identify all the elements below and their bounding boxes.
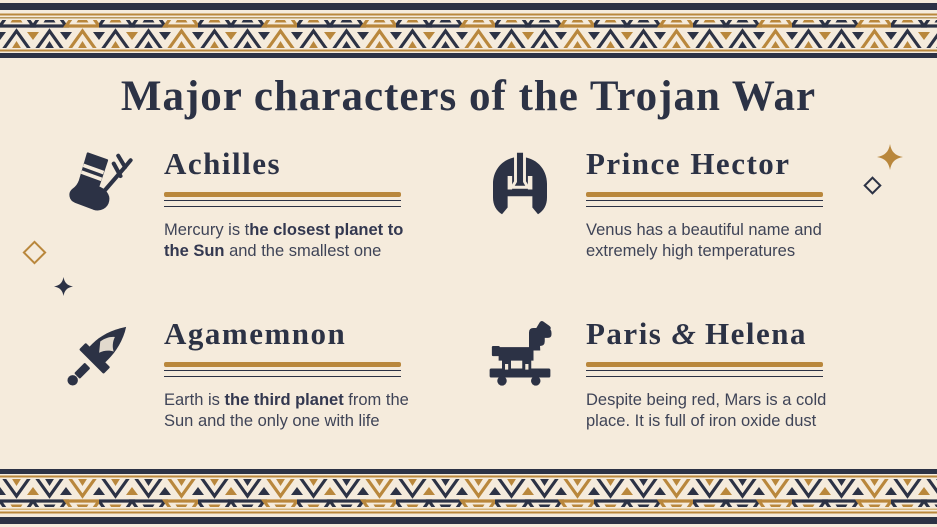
trojan-horse-icon <box>484 319 556 391</box>
card-achilles-text <box>164 220 432 264</box>
card-achilles <box>62 146 432 263</box>
divider-gold-bar <box>164 192 401 197</box>
card-agamemnon <box>62 316 432 433</box>
heading-text: Helena <box>695 316 807 351</box>
gold-divider <box>164 362 401 377</box>
heading-text: Agamemnon <box>164 316 347 351</box>
heading-text: Achilles <box>164 146 282 181</box>
card-agamemnon-heading <box>164 316 432 352</box>
achilles-heel-arrow-icon <box>62 149 134 221</box>
heading-text: Prince Hector <box>586 146 791 181</box>
card-paris-helena-content <box>586 316 854 433</box>
tribal-border-bottom-icon <box>0 469 937 527</box>
divider-double-line <box>164 370 401 377</box>
card-prince-hector <box>484 146 854 263</box>
divider-gold-bar <box>164 362 401 367</box>
body-text: Despite being red, Mars is a cold place. It is full of iron oxide dust <box>586 390 827 431</box>
gold-divider <box>164 192 401 207</box>
heading-text: Paris <box>586 316 672 351</box>
gold-sparkle-star-icon <box>877 144 903 170</box>
divider-gold-bar <box>586 362 823 367</box>
dark-sparkle-star-icon <box>54 277 73 296</box>
heading-ampersand: & <box>671 316 696 351</box>
card-achilles-content <box>164 146 432 263</box>
card-paris-helena-heading <box>586 316 854 352</box>
body-text: Mercury is t <box>164 220 250 239</box>
card-agamemnon-text <box>164 390 432 434</box>
gold-divider <box>586 192 823 207</box>
body-text: from the Sun and the only one with life <box>164 390 409 431</box>
sword-icon <box>62 319 134 391</box>
body-text: Venus has a beautiful name and extremely high temperatures <box>586 220 822 261</box>
card-paris-helena <box>484 316 854 433</box>
tribal-border-top-icon <box>0 0 937 58</box>
body-text-bold: the third planet <box>224 390 344 409</box>
divider-double-line <box>164 200 401 207</box>
slide-title: Major characters of the Trojan War <box>120 73 817 120</box>
greek-helmet-icon <box>484 149 556 221</box>
body-text-bold: he closest planet to the Sun <box>164 220 404 261</box>
card-prince-hector-content <box>586 146 854 263</box>
card-achilles-heading <box>164 146 432 182</box>
gold-diamond-outline-icon <box>22 240 46 264</box>
divider-double-line <box>586 200 823 207</box>
dark-diamond-outline-icon <box>863 176 881 194</box>
divider-gold-bar <box>586 192 823 197</box>
card-agamemnon-content <box>164 316 432 433</box>
card-paris-helena-text <box>586 390 854 434</box>
card-prince-hector-text <box>586 220 854 264</box>
card-prince-hector-heading <box>586 146 854 182</box>
body-text: Earth is <box>164 390 225 409</box>
body-text: and the smallest one <box>224 242 382 261</box>
divider-double-line <box>586 370 823 377</box>
gold-divider <box>586 362 823 377</box>
